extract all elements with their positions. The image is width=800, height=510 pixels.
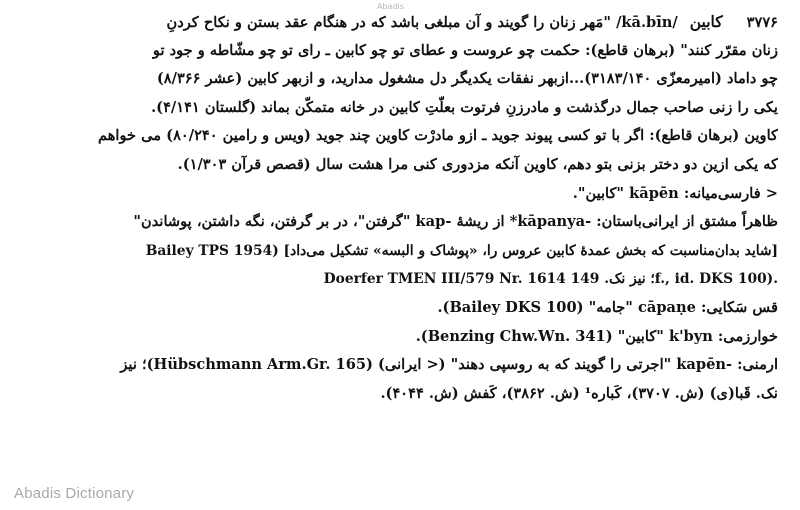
definition-line: که یکی ازین دو دختر بزنی بتو دهم، کاوین آنکه مزدوری کنی مرا هشت سال (قصص قرآن ۱/۳۰۳). [177, 155, 778, 173]
definition-line-1: "مَهر زنان را گویند و آن مبلغی باشد که در هنگام عقد بستن و نکاح کردنِ [166, 14, 611, 31]
dictionary-entry [10, 8, 778, 408]
definition-line: کاوین (برهان قاطع): اگر با تو کسی پیوند جوید ـ ازو مادرْت کاوین چند جوید (ویس و رامین ۸۰/۲۴۰) می خواهم [97, 127, 778, 145]
etymology-line: [شاید بدان‌مناسبت که بخش عمدهٔ کابین عروس را، «پوشاک و البسه» تشکیل می‌داد] (Bailey TPS 1954 [145, 242, 778, 259]
etymology-line: Doerfer TMEN III/579 Nr. 1614 ؛ نیز نک. 149f., id. DKS 100). [323, 271, 778, 288]
entry-transliteration: /kā.bīn/ [616, 14, 678, 31]
site-watermark: Abadis Dictionary [14, 485, 135, 502]
definition-line: زنان مقرّر کنند" (برهان قاطع): حکمت چو عروست و عطای تو چو کابین ـ رای تو چو مشّاطه و جود تو [152, 41, 778, 59]
armenian-line: نک. قَبا(ی) (ش. ۳۷۰۷)، کَباره¹ (ش. ۳۸۶۲)، کَفش (ش. ۴۰۴۴). [380, 384, 778, 402]
definition-line: چو داماد (امیرمعزّی ۳۱۸۳/۱۴۰)...ازبهر نفقات یکدیگر دل مشغول مدارید، و ازبهر کابین (عشر ۸/۳۶۶) [156, 70, 778, 88]
definition-line: یکی را زنی صاحب جمال درگذشت و مادرزنِ فرتوت بعلّتِ کابین در خانه متمکّن بماند (گلستان ۴/۱۴۱). [151, 98, 778, 116]
entry-number: ۳۷۷۶ [746, 14, 778, 31]
entry-heading-line [10, 8, 778, 37]
etymology-line: ظاهراً مشتق از ایرانی‌باستان: -kāpanya* از ریشهٔ -kap "گرفتن"، در بر گرفتن، نگه داشتن، پوشاندن" [133, 213, 778, 231]
armenian-line: ارمنی: -kapēn "اجرتی را گویند که به روسپی دهند" (< ایرانی) (Hübschmann Arm.Gr. 165)؛ نیز [120, 356, 778, 374]
khwarazmian-line: خوارزمی: k'byn "کابین" (Benzing Chw.Wn. 341). [415, 327, 778, 345]
top-watermark: Abadis [377, 2, 404, 11]
saka-line: قس سَکایی: cāpaṇe "جامه" (Bailey DKS 100). [437, 298, 778, 316]
entry-headword: کابین [689, 12, 723, 31]
middle-persian-line: < فارسی‌میانه: kāpēn "کابین". [572, 184, 778, 202]
